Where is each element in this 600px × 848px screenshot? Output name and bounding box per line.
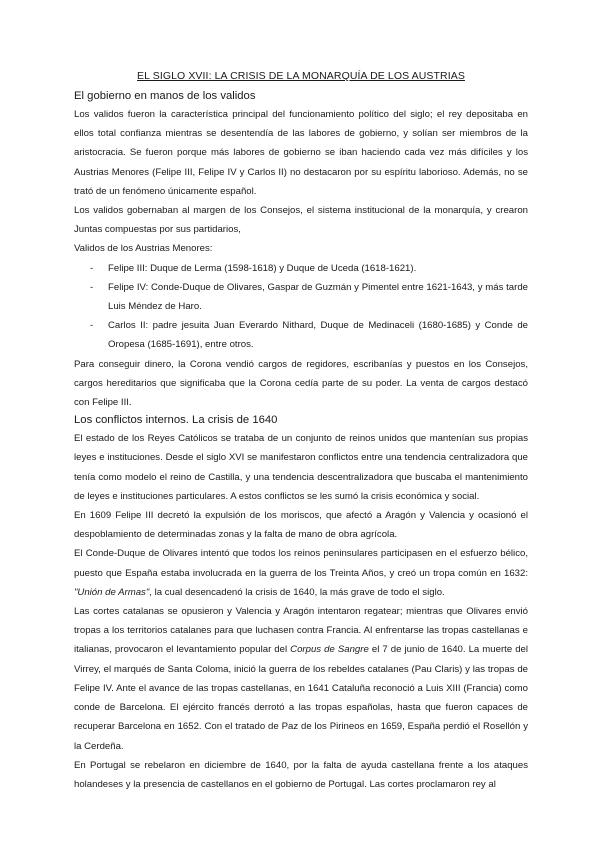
- list-dash: -: [90, 320, 94, 332]
- text-run: El Conde-Duque de Olivares intentó que todos los reinos peninsulares participasen en el esfuerzo bélico, puesto que España estaba involucrada en la guerra de los Treinta Años, y creó un tropa común en 1632:: [74, 548, 528, 579]
- paragraph: Los validos gobernaban al margen de los Consejos, el sistema institucional de la monarquía, y crearon Juntas compuestas por sus partidarios,: [74, 205, 528, 236]
- section-heading-conflictos: Los conflictos internos. La crisis de 1640: [74, 414, 278, 427]
- paragraph: En 1609 Felipe III decretó la expulsión de los moriscos, que afectó a Aragón y Valencia y ocasionó el despoblamiento de determinadas zonas y la falta de mano de obra agrícola.: [74, 510, 528, 541]
- text-run: , la cual desencadenó la crisis de 1640, la más grave de todo el siglo.: [149, 586, 445, 598]
- list-item-text: Felipe IV: Conde-Duque de Olivares, Gaspar de Guzmán y Pimentel entre 1621-1643, y más tarde Luis Méndez de Haro.: [108, 281, 528, 313]
- text-run: el 7 de junio de 1640. La muerte del Virrey, el marqués de Santa Coloma, inició la guerra de los rebeldes catalanes (Pau Claris) y las tropas de Felipe IV. Ante el avance de las tropas castellanas, en 1641 Cataluña reconoció a Luis XIII (Francia) como conde de Barcelona. El ejército francés derrotó a las tropas españolas, hasta que fueron capaces de recuperar Barcelona en 1652. Con el tratado de Paz de los Pirineos en 1659, España perdió el Rosellón y la Cerdeña.: [74, 644, 529, 752]
- page-title: EL SIGLO XVII: LA CRISIS DE LA MONARQUÍA DE LOS AUSTRIAS: [137, 70, 465, 82]
- paragraph: En Portugal se rebelaron en diciembre de 1640, por la falta de ayuda castellana frente a los ataques holandeses y la presencia de castellanos en el gobierno de Portugal. Las cortes proclamaron rey al: [74, 759, 528, 790]
- emphasis-text: "Unión de Armas": [74, 586, 150, 598]
- list-item-text: Felipe III: Duque de Lerma (1598-1618) y Duque de Uceda (1618-1621).: [108, 262, 417, 274]
- validos-list: [74, 259, 528, 355]
- section-heading-validos: El gobierno en manos de los validos: [74, 90, 256, 102]
- list-item: [90, 278, 528, 316]
- paragraph: [74, 544, 528, 602]
- list-intro: Validos de los Austrias Menores:: [74, 243, 213, 255]
- paragraph: El estado de los Reyes Católicos se trataba de un conjunto de reinos unidos que mantenían sus propias leyes e instituciones. Desde el siglo XVI se manifestaron conflictos entre una tendencia centralizadora que tenía como modelo el reino de Castilla, y una tendencia descentralizadora que buscaba el mantenimiento de leyes e instituciones particulares. A estos conflictos se les sumó la crisis económica y social.: [74, 433, 528, 502]
- paragraph: Los validos fueron la característica principal del funcionamiento político del siglo; el rey depositaba en ellos total confianza mientras se desentendía de las labores de gobierno, y solían ser miembros de la aristocracia. Se fueron porque más labores de gobierno se iban haciendo cada vez más difíciles y los Austrias Menores (Felipe III, Felipe IV y Carlos II) no destacaron por su espíritu laborioso. Además, no se trató de un fenómeno únicamente español.: [74, 109, 528, 197]
- list-dash: -: [90, 262, 94, 274]
- paragraph: Para conseguir dinero, la Corona vendió cargos de regidores, escribanías y puestos en los Consejos, cargos hereditarios que significaba que la Corona cedía parte de su poder. La venta de cargos destacó con Felipe III.: [74, 358, 528, 409]
- list-dash: -: [90, 281, 94, 293]
- text-run: Las cortes catalanas se opusieron y Valencia y Aragón intentaron regatear; mientras que Olivares envió tropas a los territorios catalanes para que luchasen contra Francia. Al enfrentarse las tropas castellanas e italianas, provocaron el levantamiento popular del: [74, 606, 528, 656]
- list-item: [90, 316, 528, 354]
- emphasis-text: Corpus de Sangre: [290, 644, 369, 656]
- paragraph: [74, 602, 528, 756]
- list-item-text: Carlos II: padre jesuita Juan Everardo Nithard, Duque de Medinaceli (1680-1685) y Conde de Oropesa (1685-1691), entre otros.: [108, 320, 528, 351]
- list-item: [90, 259, 528, 278]
